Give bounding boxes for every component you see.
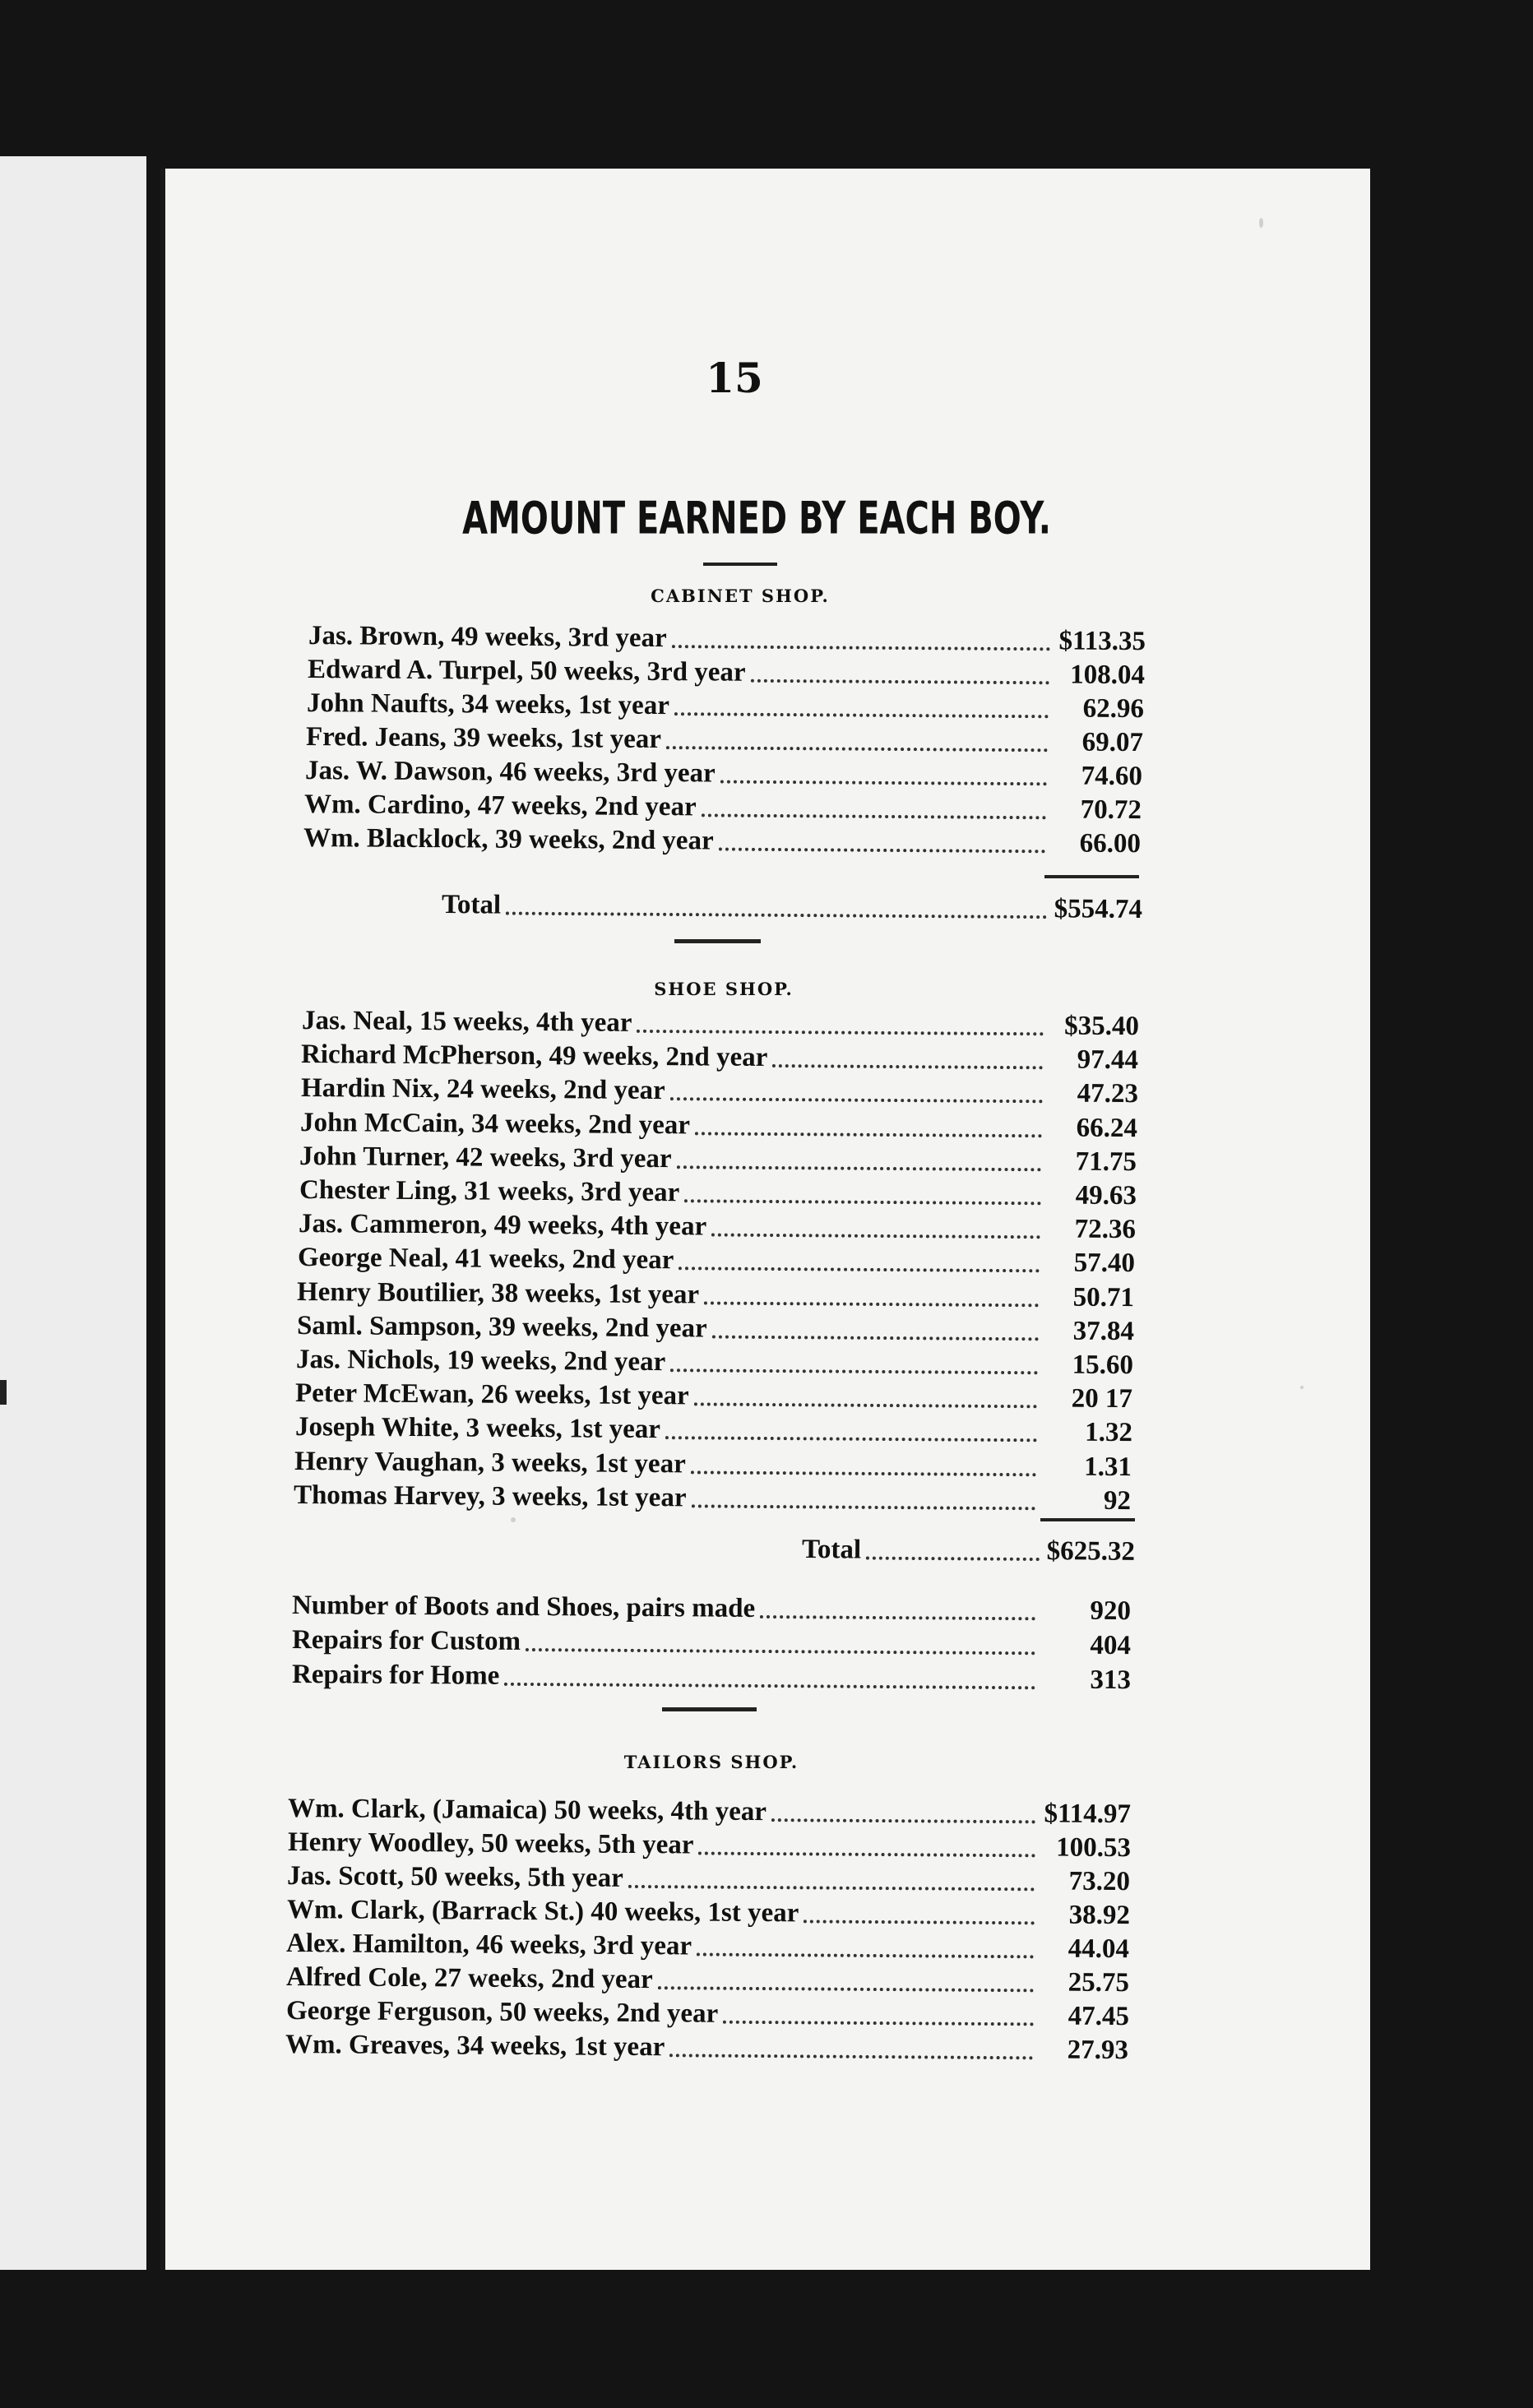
entry-label: Jas. Cammeron, 49 weeks, 4th year <box>298 1209 707 1242</box>
shoe-shop-heading: SHOE SHOP. <box>654 979 794 999</box>
shoe-entry-row <box>302 1006 1139 1044</box>
leader-dots <box>711 1234 1040 1239</box>
shoe-total-label: Total <box>801 1535 862 1565</box>
shoe-entry-row <box>300 1073 1137 1112</box>
entry-amount: 1.31 <box>1084 1452 1132 1482</box>
entry-amount: 57.40 <box>1073 1248 1136 1279</box>
entry-amount: 404 <box>1090 1630 1132 1661</box>
entry-amount: $35.40 <box>1064 1011 1140 1042</box>
entry-amount: 49.63 <box>1075 1180 1137 1211</box>
entry-amount: 100.53 <box>1055 1832 1131 1864</box>
entry-label: Hardin Nix, 24 weeks, 2nd year <box>300 1073 665 1106</box>
entry-amount: 20 17 <box>1071 1383 1133 1415</box>
shoe-total-rule <box>1040 1518 1135 1521</box>
entry-label: Edward A. Turpel, 50 weeks, 3rd year <box>307 655 746 688</box>
paper-speck <box>511 1517 516 1522</box>
leader-dots <box>771 1818 1035 1823</box>
entry-label: Peter McEwan, 26 weeks, 1st year <box>295 1378 690 1411</box>
leader-dots <box>637 1030 1044 1035</box>
entry-amount: 69.07 <box>1081 727 1144 758</box>
leader-dots <box>669 1098 1042 1104</box>
entry-amount: 47.23 <box>1077 1078 1138 1109</box>
page-title: AMOUNT EARNED BY EACH BOY. <box>462 493 1051 545</box>
leader-dots <box>692 1504 1035 1510</box>
facing-page-mark <box>0 1380 7 1405</box>
leader-dots <box>694 1403 1037 1409</box>
shoe-entry-row <box>298 1243 1135 1281</box>
section-divider <box>674 939 761 943</box>
paper-speck <box>1259 218 1263 228</box>
entry-amount: 73.20 <box>1068 1866 1131 1897</box>
cabinet-total-value: $554.74 <box>1054 894 1143 924</box>
entry-amount: 38.92 <box>1068 1900 1130 1931</box>
paper-speck <box>1300 1386 1304 1389</box>
entry-amount: 44.04 <box>1068 1933 1130 1965</box>
leader-dots <box>666 746 1048 752</box>
entry-label: Wm. Clark, (Barrack St.) 40 weeks, 1st year <box>286 1895 799 1929</box>
entry-label: Jas. Neal, 15 weeks, 4th year <box>301 1006 632 1038</box>
entry-amount: 70.72 <box>1080 794 1142 826</box>
shoe-count-row <box>292 1660 1131 1698</box>
tailors-entry-row <box>287 1895 1130 1933</box>
cabinet-entry-row <box>307 688 1144 727</box>
facing-page-edge <box>0 156 146 2270</box>
leader-dots <box>751 679 1049 685</box>
cabinet-entry-row <box>306 722 1143 761</box>
leader-dots <box>711 1335 1038 1341</box>
leader-dots <box>723 2021 1034 2026</box>
cabinet-entry-row <box>304 790 1142 828</box>
leader-dots <box>679 1267 1040 1273</box>
shoe-entry-row <box>296 1345 1133 1383</box>
shoe-entry-row <box>295 1378 1132 1417</box>
shoe-entry-row <box>301 1040 1138 1078</box>
cabinet-entry-row <box>303 823 1141 862</box>
shoe-count-row <box>292 1591 1131 1629</box>
entry-amount: 108.04 <box>1070 660 1146 691</box>
entry-label: Jas. W. Dawson, 46 weeks, 3rd year <box>304 756 716 789</box>
entry-amount: 74.60 <box>1081 761 1143 792</box>
entry-label: Alfred Cole, 27 weeks, 2nd year <box>285 1962 653 1995</box>
cabinet-total-rule <box>1044 875 1139 878</box>
leader-dots <box>504 1683 1035 1690</box>
entry-label: Wm. Clark, (Jamaica) 50 weeks, 4th year <box>287 1794 767 1827</box>
leader-dots <box>704 1301 1039 1307</box>
entry-label: Henry Vaughan, 3 weeks, 1st year <box>294 1446 686 1479</box>
cabinet-total-label: Total <box>441 890 502 920</box>
entry-label: Jas. Nichols, 19 weeks, 2nd year <box>295 1345 666 1378</box>
entry-amount: 37.84 <box>1072 1316 1134 1346</box>
leader-dots <box>866 1557 1040 1561</box>
entry-label: Joseph White, 3 weeks, 1st year <box>294 1412 660 1445</box>
entry-amount: 97.44 <box>1077 1044 1139 1076</box>
entry-amount: $113.35 <box>1058 626 1146 657</box>
leader-dots <box>702 813 1046 819</box>
shoe-entry-row <box>299 1209 1136 1248</box>
leader-dots <box>665 1437 1036 1442</box>
entry-amount: 1.32 <box>1084 1418 1132 1448</box>
shoe-total-row <box>802 1535 1135 1570</box>
shoe-entry-row <box>297 1277 1134 1316</box>
entry-amount: 92 <box>1104 1485 1132 1516</box>
entry-amount: 72.36 <box>1074 1214 1136 1245</box>
entry-label: Wm. Cardino, 47 weeks, 2nd year <box>303 790 697 822</box>
leader-dots <box>674 712 1049 718</box>
entry-amount: 66.24 <box>1076 1113 1138 1143</box>
entry-amount: 920 <box>1090 1595 1132 1627</box>
entry-label: Alex. Hamilton, 46 weeks, 3rd year <box>286 1929 692 1961</box>
shoe-entry-row <box>294 1412 1132 1451</box>
leader-dots <box>677 1165 1041 1171</box>
tailors-entry-row <box>286 1962 1129 2001</box>
leader-dots <box>695 1132 1042 1137</box>
leader-dots <box>760 1615 1035 1620</box>
cabinet-entry-row <box>305 756 1142 794</box>
entry-label: Wm. Blacklock, 39 weeks, 2nd year <box>303 823 714 856</box>
leader-dots <box>804 1919 1035 1924</box>
entry-label: Repairs for Home <box>291 1660 500 1691</box>
shoe-entry-row <box>300 1108 1137 1146</box>
leader-dots <box>628 1885 1035 1891</box>
cabinet-total-row <box>442 890 1142 928</box>
entry-label: Henry Woodley, 50 weeks, 5th year <box>287 1827 694 1860</box>
entry-label: John Turner, 42 weeks, 3rd year <box>299 1141 672 1174</box>
leader-dots <box>698 1851 1035 1857</box>
tailors-shop-heading: TAILORS SHOP. <box>623 1752 799 1772</box>
shoe-entry-row <box>294 1447 1132 1485</box>
cabinet-shop-heading: CABINET SHOP. <box>651 586 830 606</box>
tailors-entry-row <box>288 1794 1131 1832</box>
entry-amount: 62.96 <box>1082 693 1145 725</box>
leader-dots <box>691 1470 1036 1476</box>
entry-amount: 25.75 <box>1068 1967 1130 1998</box>
entry-label: John McCain, 34 weeks, 2nd year <box>299 1107 690 1140</box>
leader-dots <box>720 780 1047 786</box>
shoe-count-row <box>292 1625 1131 1664</box>
section-divider <box>662 1707 757 1711</box>
leader-dots <box>773 1064 1044 1069</box>
tailors-entry-row <box>286 1929 1129 1967</box>
entry-label: Richard McPherson, 49 weeks, 2nd year <box>301 1040 768 1073</box>
entry-label: Repairs for Custom <box>291 1625 521 1656</box>
entry-label: Chester Ling, 31 weeks, 3rd year <box>299 1175 679 1208</box>
entry-label: Jas. Brown, 49 weeks, 3rd year <box>308 621 667 654</box>
tailors-entry-row <box>285 2030 1128 2068</box>
shoe-entry-row <box>297 1311 1134 1350</box>
entry-label: Wm. Greaves, 34 weeks, 1st year <box>285 2030 665 2063</box>
entry-amount: 66.00 <box>1079 828 1142 859</box>
shoe-entry-row <box>299 1175 1136 1214</box>
shoe-entry-row <box>299 1141 1137 1180</box>
entry-amount: $114.97 <box>1044 1799 1132 1830</box>
entry-amount: 27.93 <box>1067 2035 1129 2066</box>
leader-dots <box>672 645 1050 651</box>
cabinet-entry-row <box>308 621 1146 660</box>
entry-amount: 15.60 <box>1072 1350 1134 1381</box>
leader-dots <box>526 1648 1035 1655</box>
tailors-entry-row <box>285 1996 1128 2035</box>
entry-label: George Neal, 41 weeks, 2nd year <box>297 1243 674 1276</box>
leader-dots <box>658 1986 1034 1992</box>
title-underline <box>703 563 777 566</box>
entry-label: Jas. Scott, 50 weeks, 5th year <box>287 1861 624 1893</box>
leader-dots <box>684 1199 1041 1205</box>
entry-label: Number of Boots and Shoes, pairs made <box>291 1591 756 1623</box>
leader-dots <box>697 1952 1034 1958</box>
entry-label: George Ferguson, 50 weeks, 2nd year <box>285 1996 718 2029</box>
entry-label: Fred. Jeans, 39 weeks, 1st year <box>305 722 662 755</box>
page-number: 15 <box>706 354 763 402</box>
entry-amount: 71.75 <box>1075 1146 1137 1177</box>
shoe-total-value: $625.32 <box>1046 1536 1136 1567</box>
leader-dots <box>506 912 1047 919</box>
entry-amount: 50.71 <box>1073 1282 1135 1313</box>
entry-label: Saml. Sampson, 39 weeks, 2nd year <box>296 1310 707 1344</box>
leader-dots <box>719 848 1045 854</box>
entry-amount: 313 <box>1090 1665 1132 1696</box>
entry-label: Henry Boutilier, 38 weeks, 1st year <box>297 1276 700 1310</box>
cabinet-entry-row <box>308 655 1145 693</box>
leader-dots <box>669 2054 1033 2059</box>
leader-dots <box>670 1368 1038 1374</box>
tailors-entry-row <box>287 1861 1130 1900</box>
entry-amount: 47.45 <box>1068 2001 1129 2032</box>
entry-label: Thomas Harvey, 3 weeks, 1st year <box>294 1480 687 1513</box>
entry-label: John Naufts, 34 weeks, 1st year <box>306 688 670 721</box>
shoe-entry-row <box>294 1480 1131 1519</box>
tailors-entry-row <box>287 1827 1130 1866</box>
